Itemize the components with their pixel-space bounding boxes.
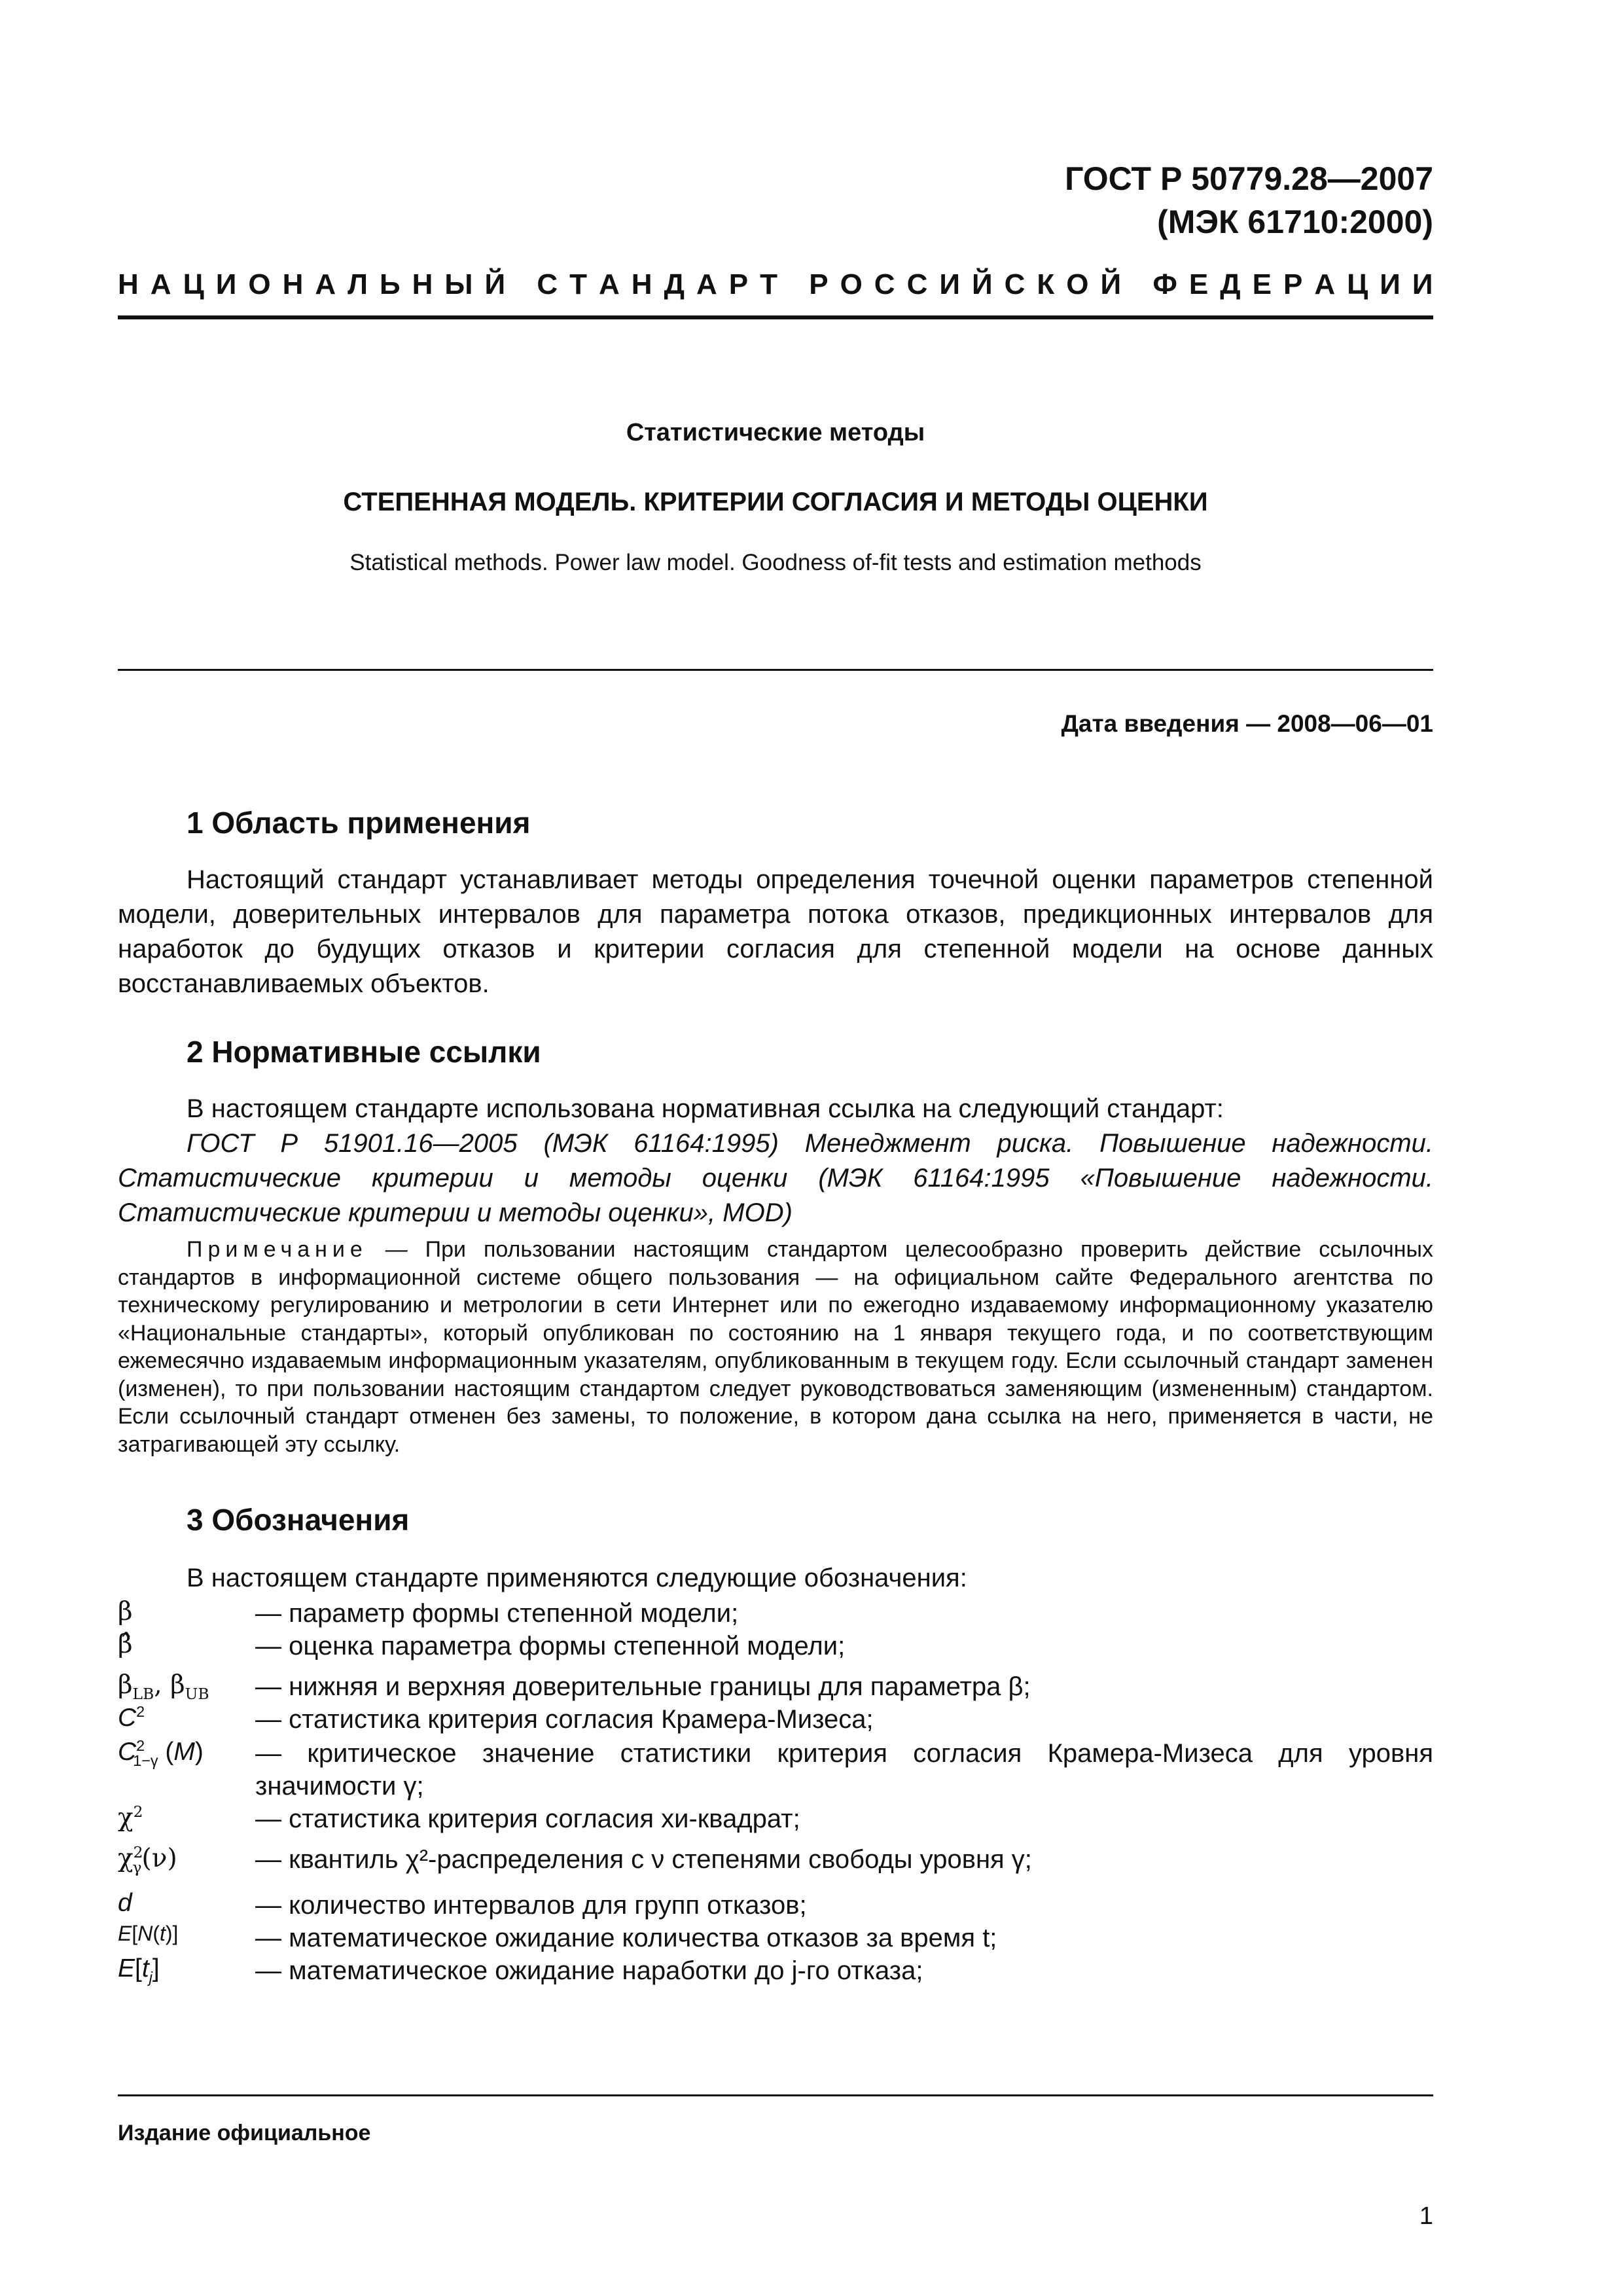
standard-number-line2: (МЭК 61710:2000) xyxy=(1157,204,1433,240)
symbol-row: β — параметр формы степенной модели; xyxy=(118,1597,1433,1630)
symbol-beta-hat: β̂ xyxy=(118,1630,133,1659)
banner-letter: С xyxy=(874,268,895,300)
section2-text: В настоящем стандарте использована нормативная ссылка на следующий стандарт: xyxy=(187,1094,1224,1123)
symbol-row: β̂ — оценка параметра формы степенной модели; xyxy=(118,1630,1433,1670)
symbol-beta: β xyxy=(118,1597,133,1626)
symbol-chi-squared: $\chi^2$ xyxy=(118,1803,143,1833)
banner-letter: И xyxy=(215,268,237,300)
banner-letter: С xyxy=(906,268,928,300)
symbol-c-squared: $C^2$ xyxy=(118,1703,145,1732)
document-title: СТЕПЕННАЯ МОДЕЛЬ. КРИТЕРИИ СОГЛАСИЯ И МЕТОДЫ ОЦЕНКИ xyxy=(343,488,1208,516)
symbol-row: $\beta_{LB}$, $\beta_{UB}$ — нижняя и верхняя доверительные границы для параметра β; xyxy=(118,1670,1031,1703)
title-rule xyxy=(118,669,1433,671)
banner-letter xyxy=(789,268,797,301)
banner-letter: И xyxy=(1380,268,1400,300)
banner-letter xyxy=(1133,268,1141,301)
note-text: — При пользовании настоящим стандартом целесообразно проверить действие ссылочных стандартов в информационной системе общего пользования — на официальном сайте Федерального агентства по техническому регулированию и метрологии в сети Интернет или по ежегодно издаваемому информационному указателю «Национальные стандарты», который опубликован по состоянию на 1 января текущего года, и по соответствующим ежемесячно издаваемым информационным указателям, опубликованным в текущем году. Если ссылочный стандарт заменен (изменен), то при пользовании настоящим стандартом следует руководствоваться заменяющим (измененным) стандартом. Если ссылочный стандарт отменен без замены, то положение, в котором дана ссылка на него, применяется в части, не затрагивающей эту ссылку. xyxy=(118,1237,1433,1457)
section3-heading: 3 Обозначения xyxy=(187,1503,410,1537)
banner-letter: Е xyxy=(1252,268,1272,300)
standard-number-line1: ГОСТ Р 50779.28—2007 xyxy=(1065,160,1433,197)
standard-number xyxy=(1065,157,1433,243)
document-title-english: Statistical methods. Power law model. Goodness of-fit tests and estimation methods xyxy=(349,550,1202,575)
symbol-row: $C^2_{1-\gamma}$ (M) — критическое значение статистики критерия согласия Крамера-Мизеса для уровня значимости γ; xyxy=(118,1737,1433,1803)
section1-heading: 1 Область применения xyxy=(187,806,531,840)
banner-letter: О xyxy=(1066,268,1089,300)
section1-text: Настоящий стандарт устанавливает методы определения точечной оценки параметров степенной модели, доверительных интервалов для параметра потока отказов, предикционных интервалов для наработок до будущих отказов и критерии согласия для степенной модели на основе данных восстанавливаемых объектов. xyxy=(118,865,1433,998)
symbol-expected-count: E[N(t)] xyxy=(118,1922,179,1945)
page-number: 1 xyxy=(1419,2202,1433,2230)
official-edition-label: Издание официальное xyxy=(118,2121,371,2145)
symbol-row: E[N(t)] — математическое ожидание количества отказов за время t; xyxy=(118,1922,1433,1954)
note-label: Примечание xyxy=(187,1237,368,1262)
banner-letter: Ф xyxy=(1152,268,1177,300)
banner-letter: О xyxy=(840,268,863,300)
introduction-date: Дата введения — 2008—06—01 xyxy=(1061,710,1433,737)
banner-letter: Д xyxy=(1220,268,1241,300)
banner-letter: С xyxy=(1004,268,1026,300)
banner-letter: Ь xyxy=(380,268,401,300)
banner-letter: Т xyxy=(569,268,588,300)
section2-reference: ГОСТ Р 51901.16—2005 (МЭК 61164:1995) Менеджмент риска. Повышение надежности. Статистические критерии и методы оценки (МЭК 61164:1995 «Повышение надежности. Статистические критерии и методы оценки», MOD) xyxy=(118,1129,1433,1227)
symbol-row: $C^2$ — статистика критерия согласия Крамера-Мизеса; xyxy=(118,1703,1433,1737)
banner-letter: Р xyxy=(809,268,829,300)
banner-letter: К xyxy=(1037,268,1055,300)
footer-rule xyxy=(118,2094,1433,2096)
symbol-d: d xyxy=(118,1889,132,1917)
symbol-chi-quantile: $\chi^2_\gamma(\nu)$ xyxy=(118,1843,177,1876)
banner-letter: Ц xyxy=(183,268,204,300)
banner-letter: Н xyxy=(631,268,652,300)
banner-letter: С xyxy=(537,268,558,300)
symbol-beta-bounds: $\beta_{LB}$, $\beta_{UB}$ xyxy=(118,1670,209,1703)
banner-letter: Т xyxy=(760,268,777,300)
banner-letter: Е xyxy=(1188,268,1209,300)
banner-letter: Р xyxy=(728,268,749,300)
banner-letter: Н xyxy=(282,268,304,300)
banner-letter: О xyxy=(248,268,271,300)
banner-letter: Й xyxy=(484,268,506,300)
section3-intro: В настоящем стандарте применяются следующие обозначения: xyxy=(187,1564,967,1592)
banner-letter: Р xyxy=(1283,268,1303,300)
banner-letter xyxy=(517,268,525,301)
banner-letter: А xyxy=(315,268,336,300)
banner-letter: А xyxy=(599,268,620,300)
banner-letter: Ц xyxy=(1347,268,1368,300)
banner-letter: Й xyxy=(971,268,993,300)
symbol-c-critical: $C^2_{1-\gamma}$ (M) xyxy=(118,1737,204,1769)
symbol-row: $\chi^2_\gamma(\nu)$ — квантиль χ²-распределения с ν степенями свободы уровня γ; xyxy=(118,1843,1433,1889)
banner-letter: Н xyxy=(118,268,139,300)
banner-letter: А xyxy=(150,268,171,300)
banner-letter: Н xyxy=(412,268,433,300)
banner-letter: И xyxy=(939,268,960,300)
symbol-row: d — количество интервалов для групп отказов; xyxy=(118,1889,1433,1922)
banner-letter: Й xyxy=(1100,268,1122,300)
national-standard-banner xyxy=(118,268,1433,301)
banner-letter: И xyxy=(1412,268,1433,300)
header-rule xyxy=(118,315,1433,319)
symbol-row: $\chi^2$ — статистика критерия согласия хи-квадрат; xyxy=(118,1803,1433,1843)
banner-letter: Д xyxy=(664,268,685,300)
banner-letter: А xyxy=(1314,268,1336,300)
symbols-list xyxy=(118,1597,1433,1987)
symbol-row: $E[t_j]$ — математическое ожидание наработки до j-го отказа; xyxy=(118,1954,1433,1987)
banner-letter: А xyxy=(696,268,717,300)
document-subtitle: Статистические методы xyxy=(626,419,925,446)
section2-note xyxy=(118,1236,1433,1458)
section2-heading: 2 Нормативные ссылки xyxy=(187,1035,541,1069)
banner-letter: Л xyxy=(348,268,368,300)
banner-letter: Ы xyxy=(444,268,473,300)
symbol-expected-time: $E[t_j]$ xyxy=(118,1954,160,1986)
